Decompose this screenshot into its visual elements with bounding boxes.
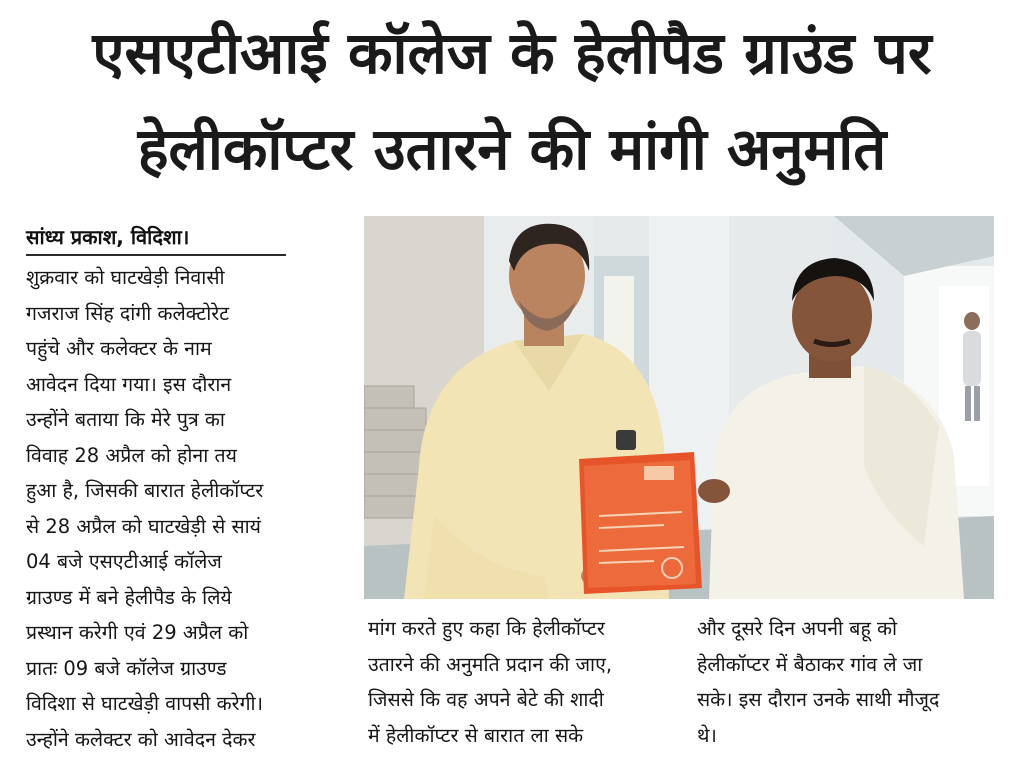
text-line: शुक्रवार को घाटखेड़ी निवासी: [26, 260, 334, 296]
text-line: हेलीकॉप्टर में बैठाकर गांव ले जा: [697, 647, 997, 683]
text-line: पहुंचे और कलेक्टर के नाम: [26, 331, 334, 367]
text-line: सके। इस दौरान उनके साथी मौजूद: [697, 682, 997, 718]
text-line: उतारने की अनुमति प्रदान की जाए,: [368, 647, 666, 683]
article-column-3: [697, 611, 997, 753]
text-line: विदिशा से घाटखेड़ी वापसी करेगी।: [26, 686, 334, 722]
text-line: गजराज सिंह दांगी कलेक्टोरेट: [26, 296, 334, 332]
text-line: प्रातः 09 बजे कॉलेज ग्राउण्ड: [26, 651, 334, 687]
text-line: मांग करते हुए कहा कि हेलीकॉप्टर: [368, 611, 666, 647]
headline-line-2: हेलीकॉप्टर उतारने की मांगी अनुमति: [0, 110, 1024, 188]
text-line: उन्होंने कलेक्टर को आवेदन देकर: [26, 722, 334, 757]
invitation-document: [579, 452, 702, 594]
article-column-1: [26, 260, 334, 757]
text-line: थे।: [697, 718, 997, 754]
dateline: सांध्य प्रकाश, विदिशा।: [26, 222, 326, 256]
text-line: आवेदन दिया गया। इस दौरान: [26, 367, 334, 403]
text-line: जिससे कि वह अपने बेटे की शादी: [368, 682, 666, 718]
text-line: विवाह 28 अप्रैल को होना तय: [26, 438, 334, 474]
article-column-2: [368, 611, 666, 753]
text-line: ग्राउण्ड में बने हेलीपैड के लिये: [26, 580, 334, 616]
text-line: और दूसरे दिन अपनी बहू को: [697, 611, 997, 647]
text-line: से 28 अप्रैल को घाटखेड़ी से सायं: [26, 509, 334, 545]
text-line: प्रस्थान करेगी एवं 29 अप्रैल को: [26, 615, 334, 651]
text-line: में हेलीकॉप्टर से बारात ला सके: [368, 718, 666, 754]
headline-line-1: एसएटीआई कॉलेज के हेलीपैड ग्राउंड पर: [0, 14, 1024, 92]
text-line: 04 बजे एसएटीआई कॉलेज: [26, 544, 334, 580]
text-line: हुआ है, जिसकी बारात हेलीकॉप्टर: [26, 473, 334, 509]
text-line: उन्होंने बताया कि मेरे पुत्र का: [26, 402, 334, 438]
news-photo: [364, 216, 994, 599]
